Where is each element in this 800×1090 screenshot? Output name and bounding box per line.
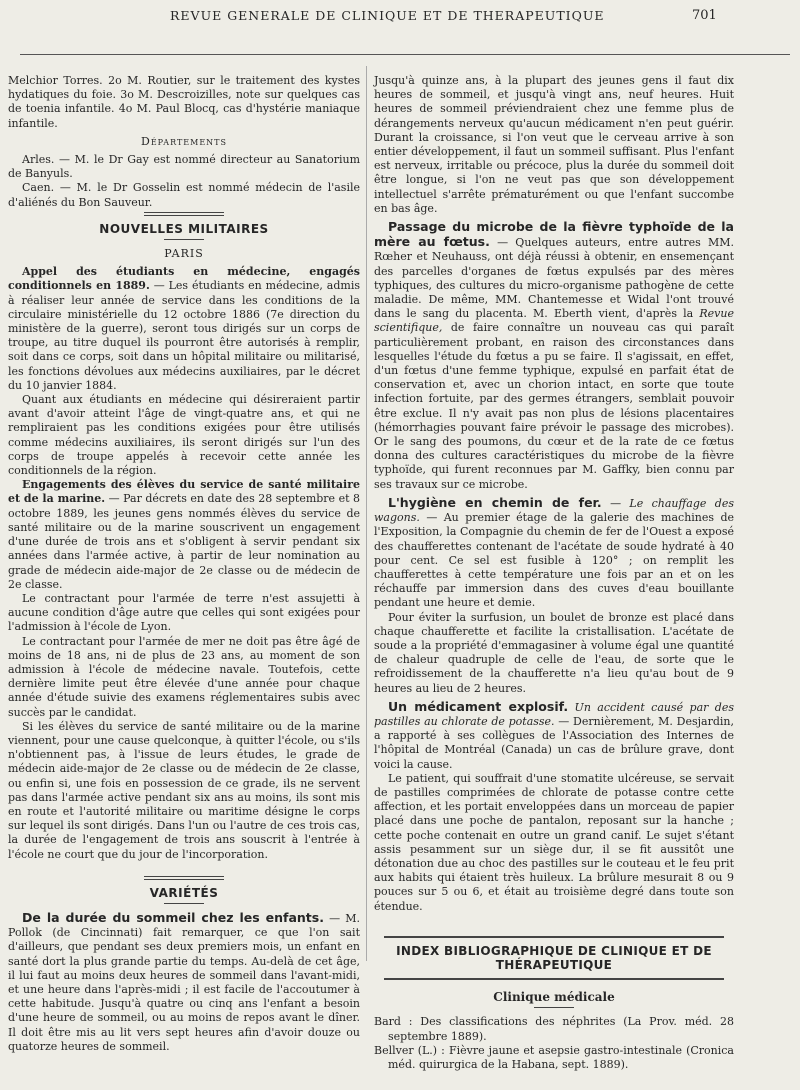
- contractant-terre-paragraph: Le contractant pour l'armée de terre n'est assujetti à aucune condition d'âge autre que celles qui sont exigées pour l'admission à l'école de Lyon.: [8, 591, 360, 634]
- hygiene-text: — Au premier étage de la galerie des machines de l'Exposition, la Compagnie du chemin de fer de l'Ouest a exposé des chaufferettes contenant de l'acétate de soude hydraté à 40 pour cent. Ce sel est fusible à 120° ; on remplit les chaufferettes à cette température une fois par an et on les réchauffe par immersion dans des cuves d'eau bouillante pendant une heure et demie.: [374, 511, 735, 610]
- dept-item: Arles. — M. le Dr Gay est nommé directeur au Sanatorium de Banyuls.: [8, 153, 360, 181]
- appel-title: Appel des étudiants en médecine, engagés conditionnels en 1889.: [8, 265, 360, 293]
- hygiene-title: L'hygiène en chemin de fer.: [388, 494, 602, 510]
- short-rule: [164, 239, 204, 240]
- sommeil-text: — M. Pollok (de Cincinnati) fait remarquer, ce que l'on sait d'ailleurs, que pendant ses deux premiers mois, un enfant en santé dort la plus grande partie du temps. Au-delà de cet âge, il lui faut au moins deux heures de sommeil dans l'avant-midi, et une heure dans l'après-midi ; il est facile de l'accoutumer à cette habitude. Jusqu'à quatre ou cinq ans l'enfant a besoin d'une heure de sommeil, ou au moins de repos avant le dîner. Il doit être mis au lit vers sept heures afin d'avoir douze ou quatorze heures de sommeil.: [8, 911, 360, 1053]
- passage-text: — Quelques auteurs, entre autres MM. Rœher et Neuhauss, ont déjà réussi à obtenir, en ensemençant des parcelles d'organes de fœtus expulsés par des mères typhiques, des cultures du micro-organisme pathogène de cette maladie. De même, MM. Chantemesse et Widal l'ont trouvé dans le sang du placenta. M. Eberth vient, d'après la: [374, 236, 734, 321]
- medicament-title: Un médicament explosif.: [388, 698, 569, 714]
- passage-text-2: de faire connaître un nouveau cas qui paraît particulièrement probant, en raison des circonstances dans lesquelles l'étude du fœtus a pu se faire. Il s'agissait, en effet, d'un fœtus d'une femme typhique, expulsé en parfait état de conservation et, avec un chorion intact, en sorte que toute infection fortuite, par des germes étrangers, semblait pouvoir être exclue. Il n'y avait pas non plus de lésions placentaires (hémorrhagies pouvant faire prévoir le passage des microbes). Or le sang des poumons, du cœur et de la rate de ce fœtus donna des cultures caractéristiques du microbe de la fièvre typhoïde, qui furent reconnues par M. Gaffky, bien connu par ses travaux sur ce microbe.: [374, 321, 734, 491]
- passage-paragraph: [374, 220, 734, 492]
- continuation-paragraph: Jusqu'à quinze ans, à la plupart des jeunes gens il faut dix heures de sommeil, et jusqu'à vingt ans, neuf heures. Huit heures de sommeil préviendraient chez une femme plus de dérangements nerveux qu'aucun médicament n'en peut guérir. Durant la croissance, si l'on veut que le cerveau arrive à son entier développement, il faut un sommeil suffisant. Plus l'enfant est nerveux, irritable ou précoce, plus la durée du sommeil doit être longue, si l'on ne veut pas que son développement intellectuel s'arrête prématurément ou que l'enfant succombe en bas âge.: [374, 74, 734, 215]
- medicament-subtitle: Un accident causé par des pastilles au chlorate de potasse.: [374, 700, 734, 728]
- column-divider: [366, 66, 367, 961]
- varietes-heading: VARIÉTÉS: [149, 885, 219, 900]
- intro-paragraph: Melchior Torres. 2o M. Routier, sur le traitement des kystes hydatiques du foie. 3o M. Descroizilles, note sur quelques cas de toenia infantile. 4o M. Paul Blocq, cas d'hystérie maniaque infantile.: [8, 74, 360, 130]
- engagements-paragraph: [8, 478, 360, 592]
- sommeil-paragraph: [8, 911, 360, 1054]
- biblio-entry: Bard : Des classifications des néphrites (La Prov. méd. 28 septembre 1889).: [374, 1015, 734, 1043]
- engagements-title: Engagements des élèves du service de santé militaire et de la marine.: [8, 478, 360, 506]
- header-rule: [20, 54, 790, 55]
- journal-title: REVUE GENERALE DE CLINIQUE ET DE THERAPEUTIQUE: [170, 8, 605, 23]
- appel-text: — Les étudiants en médecine, admis à réaliser leur année de service dans les conditions de la circulaire ministérielle du 12 octobre 1886 (7e direction du ministère de la guerre), seront tous dirigés sur un corps de troupe, au titre duquel ils pourront être autorisés à remplir, soit dans ce corps, soit dans un hôpital militaire ou militarisé, les fonctions dévolues aux médecins auxiliaires, par le décret du 10 janvier 1884.: [8, 279, 360, 392]
- ornament-rule: [144, 212, 224, 216]
- left-column: [8, 74, 360, 1054]
- patient-paragraph: Le patient, qui souffrait d'une stomatite ulcéreuse, se servait de pastilles comprimées de chlorate de potasse contre cette affection, et les portait enveloppées dans un morceau de papier placé dans une poche de pantalon, reposant sur la hanche ; cette poche contenait en outre un grand canif. Le sujet s'étant assis pesamment sur un siège dur, il se fit aussitôt une détonation due au choc des pastilles sur le couteau et le feu prit aux habits qui étaient très huileux. La brûlure mesurait 8 ou 9 pouces sur 5 ou 6, et était au troisième degré dans toute son étendue.: [374, 771, 734, 913]
- right-column: [374, 74, 734, 1072]
- page-number: 701: [692, 8, 717, 23]
- ornament-rule: [144, 876, 224, 880]
- medicament-paragraph: [374, 700, 734, 772]
- si-eleves-paragraph: Si les élèves du service de santé militaire ou de la marine viennent, pour une cause quelconque, à quitter l'école, ou s'ils n'obtiennent pas, à l'issue de leurs études, le grade de médecin aide-major de 2e classe ou de médecin de 2e classe, ou enfin si, une fois en possession de ce grade, ils ne servent pas dans l'armée active pendant six ans au moins, ils sont mis en route et l'autorité militaire ou maritime désigne le corps sur lequel ils sont dirigés. Dans l'un ou l'autre de ces trois cas, la durée de l'engagement de trois ans souscrit à l'entrée à l'école ne court que du jour de l'incorporation.: [8, 719, 360, 861]
- running-head: [0, 8, 800, 48]
- appel-paragraph: [8, 265, 360, 393]
- journal-name: Revue scientifique,: [374, 307, 734, 335]
- nouvelles-militaires-heading: NOUVELLES MILITAIRES: [99, 221, 269, 236]
- dept-item: Caen. — M. le Dr Gosselin est nommé médecin de l'asile d'aliénés du Bon Sauveur.: [8, 181, 360, 209]
- index-rule: [384, 936, 724, 938]
- departements-heading: Départements: [141, 134, 227, 148]
- passage-title: Passage du microbe de la fièvre typhoïde de la mère au fœtus.: [374, 219, 734, 250]
- contractant-mer-paragraph: Le contractant pour l'armée de mer ne doit pas être âgé de moins de 18 ans, ni de plus de 23 ans, au moment de son admission à l'école de médecine navale. Toutefois, cette dernière limite peut être élevée d'une année pour chaque année d'étude suivie des examens réglementaires subis avec succès par le candidat.: [8, 634, 360, 719]
- hygiene-subtitle: — Le chauffage des wagons.: [374, 496, 734, 525]
- index-rule: [384, 978, 724, 980]
- hygiene-paragraph: [374, 496, 734, 611]
- engagements-text: — Par décrets en date des 28 septembre et 8 octobre 1889, les jeunes gens nommés élèves du service de santé militaire ou de la marine souscrivent un engagement d'une durée de trois ans et s'obligent à servir pendant six années dans l'armée active, à partir de leur nomination au grade de médecin aide-major de 2e classe ou de médecin de 2e classe.: [8, 492, 360, 591]
- biblio-entry: Bellver (L.) : Fièvre jaune et asepsie gastro-intestinale (Cronica méd. quirurgica de la Habana, sept. 1889).: [374, 1043, 734, 1071]
- paris-heading: PARIS: [164, 247, 204, 261]
- medicament-text: — Dernièrement, M. Desjardin, a rapporté à ses collègues de l'Association des Internes de l'hôpital de Montréal (Canada) un cas de brûlure grave, dont voici la cause.: [374, 714, 734, 771]
- surfusion-paragraph: Pour éviter la surfusion, un boulet de bronze est placé dans chaque chaufferette et facilite la cristallisation. L'acétate de soude a la propriété d'emmagasiner à volume égal une quantité de chaleur quadruple de celle de l'eau, de sorte que le refroidissement de la chaufferette n'a lieu qu'au bout de 9 heures au lieu de 2 heures.: [374, 610, 734, 695]
- sommeil-title: De la durée du sommeil chez les enfants.: [22, 909, 324, 925]
- clinique-heading: Clinique médicale: [493, 990, 615, 1005]
- short-rule: [534, 1007, 574, 1008]
- index-heading: INDEX BIBLIOGRAPHIQUE DE CLINIQUE ET DE THÉRAPEUTIQUE: [396, 943, 712, 972]
- quant-paragraph: Quant aux étudiants en médecine qui désireraient partir avant d'avoir atteint l'âge de vingt-quatre ans, et qui ne rempliraient pas les conditions exigées pour être utilisés comme médecins auxiliaires, ils seront dirigés sur l'un des corps de troupe appelés à recevoir cette année les conditionnels de la région.: [8, 393, 360, 478]
- short-rule: [164, 903, 204, 904]
